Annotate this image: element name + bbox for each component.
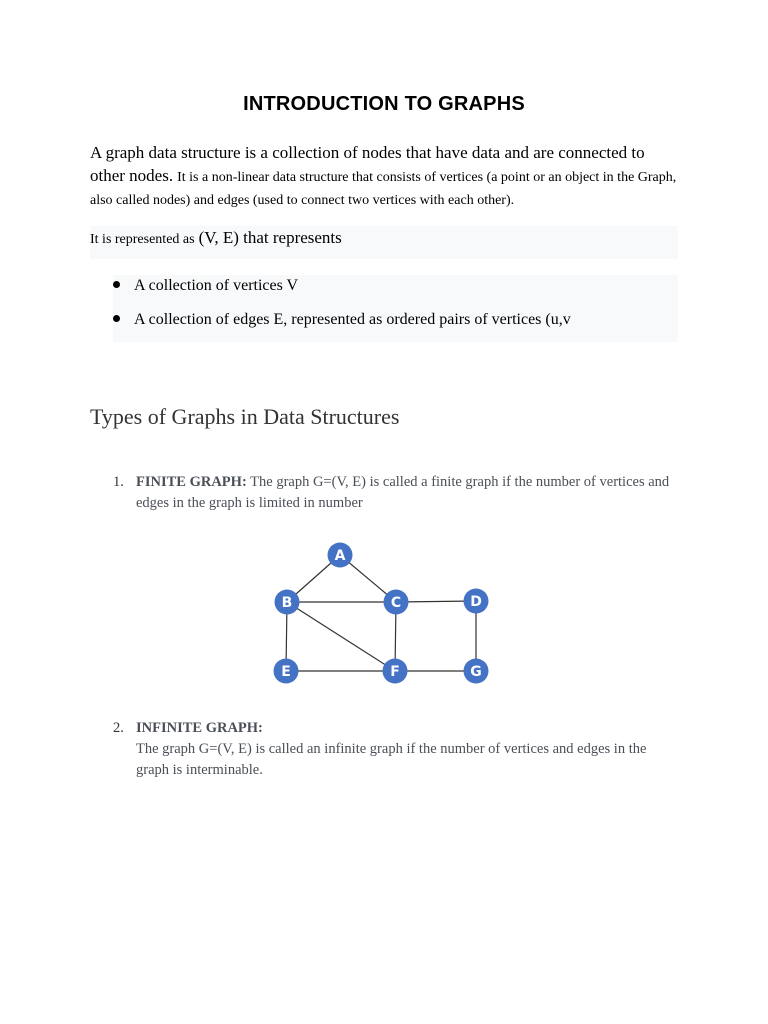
intro-lead-text: A graph data structure is a collection of nodes that have data and are connected to other nodes. xyxy=(90,143,645,185)
node-label: B xyxy=(281,595,293,611)
type-number: 2. xyxy=(113,720,124,736)
type-item-infinite xyxy=(113,718,673,781)
node-label: D xyxy=(470,594,482,610)
type-number: 1. xyxy=(113,474,124,490)
type-item-finite xyxy=(113,472,673,514)
graph-node-a xyxy=(328,543,353,568)
bullet-list xyxy=(113,275,678,342)
section-heading: Types of Graphs in Data Structures xyxy=(90,404,400,429)
type-term: INFINITE GRAPH: xyxy=(136,720,263,736)
type-description: The graph G=(V, E) is called a finite graph if the number of vertices and edges in the graph is limited in number xyxy=(136,474,670,511)
intro-paragraph xyxy=(90,142,680,212)
intro-rest-text: It is a non-linear data structure that consists of vertices (a point or an object in the Graph, also called nodes) and edges (used to connect two vertices with each other). xyxy=(90,170,677,208)
edge-b-f xyxy=(287,602,395,671)
graph-node-c xyxy=(384,590,409,615)
bullet-text: A collection of vertices V xyxy=(134,277,299,294)
graph-node-d xyxy=(464,589,489,614)
type-description: The graph G=(V, E) is called an infinite graph if the number of vertices and edges in the graph is interminable. xyxy=(136,741,647,778)
node-label: C xyxy=(390,595,402,611)
graph-node-f xyxy=(383,659,408,684)
representation-line xyxy=(90,226,678,259)
node-label: G xyxy=(470,664,482,680)
bullet-dot-icon xyxy=(113,315,120,322)
graph-edges xyxy=(286,555,476,671)
page-title: INTRODUCTION TO GRAPHS xyxy=(243,93,525,115)
node-label: E xyxy=(281,664,291,680)
bullet-item-vertices xyxy=(113,277,298,295)
graph-node-g xyxy=(464,659,489,684)
bullet-dot-icon xyxy=(113,281,120,288)
node-label: A xyxy=(334,548,346,564)
graph-node-e xyxy=(274,659,299,684)
representation-notation: (V, E) that represents xyxy=(198,228,342,247)
bullet-text: A collection of edges E, represented as ordered pairs of vertices (u,v xyxy=(134,311,571,328)
bullet-item-edges xyxy=(113,311,571,329)
type-term: FINITE GRAPH: xyxy=(136,474,247,490)
graph-node-b xyxy=(275,590,300,615)
graph-figure xyxy=(260,535,500,695)
representation-prefix: It is represented as xyxy=(90,232,195,247)
node-label: F xyxy=(390,664,400,680)
